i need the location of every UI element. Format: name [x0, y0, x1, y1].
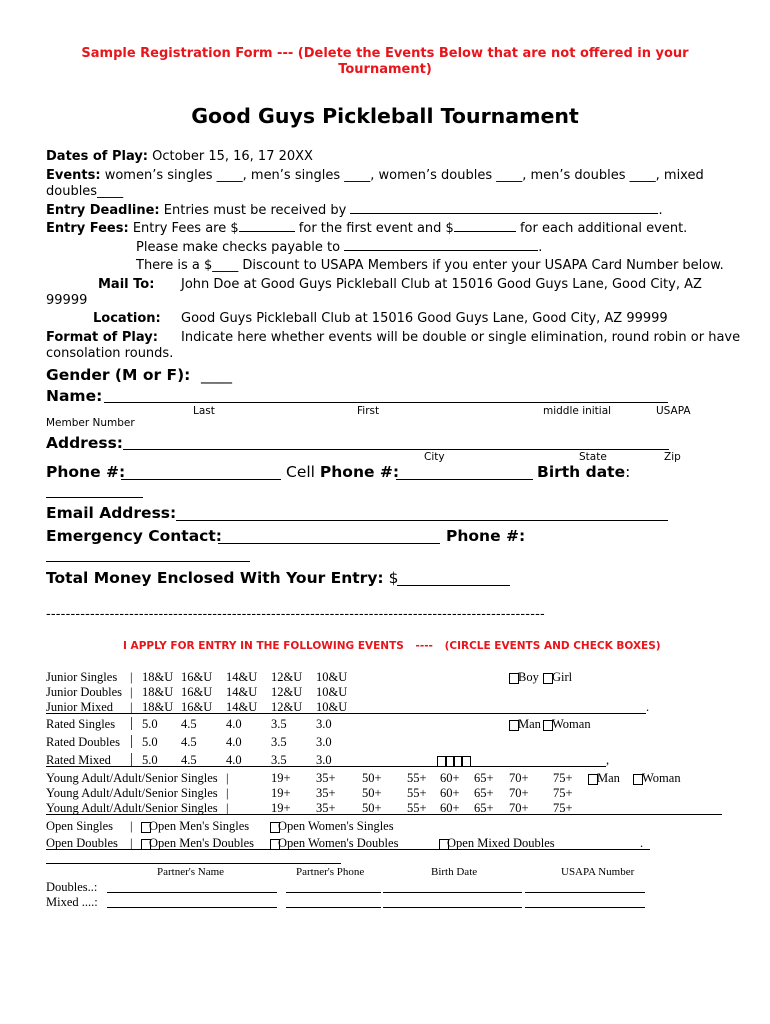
- ya_singles-option-4[interactable]: 60+: [440, 771, 460, 785]
- entry-fees: [46, 220, 687, 236]
- ya_singles-option-1[interactable]: 35+: [316, 771, 336, 785]
- partner-col-usapa: USAPA Number: [561, 866, 635, 878]
- dates-value: October 15, 16, 17 20XX: [152, 149, 313, 164]
- rated_doubles-pipe: |: [130, 733, 134, 749]
- junior_doubles-option-4[interactable]: 10&U: [316, 685, 348, 699]
- ya_doubles-label: Young Adult/Adult/Senior Singles: [46, 786, 218, 800]
- junior_singles-pipe: |: [130, 670, 133, 684]
- address-sub-city: City: [424, 451, 445, 463]
- doubles-partner-usapa[interactable]: [525, 892, 645, 893]
- location-value: Good Guys Pickleball Club at 15016 Good Guys Lane, Good City, AZ 99999: [181, 311, 668, 326]
- rated_doubles-option-2[interactable]: 4.0: [226, 735, 242, 749]
- cell-phone: [286, 463, 399, 481]
- cell-phone-field[interactable]: [396, 479, 533, 480]
- phone-field[interactable]: [121, 479, 281, 480]
- banner-line-1: Sample Registration Form --- (Delete the Events Below that are not offered in your: [81, 46, 689, 61]
- email-field[interactable]: [176, 520, 668, 521]
- dates-of-play: [46, 149, 313, 164]
- ya-man-label: Man: [597, 771, 620, 785]
- mail-label: Mail To:: [98, 277, 155, 292]
- junior_mixed-option-2[interactable]: 14&U: [226, 700, 258, 714]
- ya_doubles-option-3[interactable]: 55+: [407, 786, 427, 800]
- ya_doubles-option-5[interactable]: 65+: [474, 786, 494, 800]
- ya_doubles-option-7[interactable]: 75+: [553, 786, 573, 800]
- rated_mixed-option-0[interactable]: 5.0: [142, 753, 158, 767]
- junior_doubles-option-1[interactable]: 16&U: [181, 685, 213, 699]
- ya_singles-option-0[interactable]: 19+: [271, 771, 291, 785]
- open-mixed-doubles-label: Open Mixed Doubles: [447, 836, 555, 850]
- total-dollar: $: [388, 569, 399, 587]
- mixed-partner-name[interactable]: [107, 907, 277, 908]
- ya_singles-option-7[interactable]: 75+: [553, 771, 573, 785]
- open-mens-singles-label: Open Men's Singles: [149, 819, 250, 833]
- ya_singles-option-2[interactable]: 50+: [362, 771, 382, 785]
- ya_singles-pipe: |: [226, 771, 229, 785]
- apply-sep: ----: [415, 640, 433, 652]
- cell-label: Phone #:: [319, 463, 400, 481]
- mixed-partner-birth[interactable]: [383, 907, 522, 908]
- ya_doubles-option-2[interactable]: 50+: [362, 786, 382, 800]
- fees-label: Entry Fees:: [46, 221, 129, 236]
- ya_doubles-option-4[interactable]: 60+: [440, 786, 460, 800]
- address-sub-state: State: [579, 451, 607, 463]
- partner-col-birth: Birth Date: [431, 866, 478, 878]
- man-label: Man: [518, 717, 541, 731]
- rated_singles-option-4[interactable]: 3.0: [316, 717, 332, 731]
- mail-value: John Doe at Good Guys Pickleball Club at 15016 Good Guys Lane, Good City, AZ: [181, 277, 702, 292]
- deadline-blank[interactable]: [350, 202, 658, 214]
- birth-date: [537, 463, 630, 481]
- apply-circle: (CIRCLE EVENTS AND CHECK BOXES): [444, 640, 661, 652]
- rated-mixed-end: ,: [606, 753, 610, 767]
- open-womens-doubles-label: Open Women's Doubles: [278, 836, 399, 850]
- name-field[interactable]: [104, 402, 668, 403]
- total-money: [46, 569, 398, 587]
- junior_mixed-option-4[interactable]: 10&U: [316, 700, 348, 714]
- rated_singles-option-0[interactable]: 5.0: [142, 717, 158, 731]
- name-sub-usapa: USAPA: [656, 405, 691, 417]
- junior_singles-option-4[interactable]: 10&U: [316, 670, 348, 684]
- rated_mixed-pipe: |: [130, 751, 134, 767]
- total-field[interactable]: [397, 585, 510, 586]
- ya-woman-label: Woman: [642, 771, 681, 785]
- open-doubles-pipe: |: [130, 836, 133, 850]
- format-label: Format of Play:: [46, 330, 158, 345]
- events-line-2: doubles____: [46, 184, 124, 199]
- entry-deadline: [46, 202, 663, 218]
- ya_mixed-option-6[interactable]: 70+: [509, 801, 529, 815]
- ya_mixed-label: Young Adult/Adult/Senior Singles: [46, 801, 218, 815]
- rated_singles-pipe: |: [130, 715, 134, 731]
- open-singles-pipe: |: [130, 819, 133, 833]
- junior_mixed-option-1[interactable]: 16&U: [181, 700, 213, 714]
- apply-text: I APPLY FOR ENTRY IN THE FOLLOWING EVENTS: [123, 640, 404, 652]
- ya_mixed-option-1[interactable]: 35+: [316, 801, 336, 815]
- partner-col-name: Partner's Name: [157, 866, 225, 878]
- doubles-partner-phone[interactable]: [286, 892, 381, 893]
- rated_mixed-option-2[interactable]: 4.0: [226, 753, 242, 767]
- rated_mixed-label: Rated Mixed: [46, 753, 111, 767]
- open-doubles-end: .: [640, 836, 644, 850]
- ya-mixed-rule: [46, 814, 722, 815]
- fees-p3: for each additional event.: [519, 221, 688, 236]
- payable-line: [136, 239, 542, 255]
- ya_singles-label: Young Adult/Adult/Senior Singles: [46, 771, 218, 785]
- doubles-partner-birth[interactable]: [383, 892, 522, 893]
- fees-p2: for the first event and $: [298, 221, 454, 236]
- address-label: Address:: [46, 434, 123, 452]
- mail-cont: 99999: [46, 293, 88, 308]
- rated_doubles-option-3[interactable]: 3.5: [271, 735, 287, 749]
- partner-doubles-label: Doubles..:: [46, 880, 98, 894]
- junior_doubles-option-0[interactable]: 18&U: [142, 685, 174, 699]
- events-line-1: [46, 168, 704, 183]
- emergency-label: Emergency Contact:: [46, 527, 222, 545]
- birth-date-field[interactable]: [46, 497, 143, 498]
- total-label: Total Money Enclosed With Your Entry:: [46, 569, 384, 587]
- phone-label: Phone #:: [46, 463, 126, 481]
- junior-mixed-rule: [46, 713, 646, 714]
- discount-line: There is a $____ Discount to USAPA Members if you enter your USAPA Card Number below.: [136, 258, 724, 273]
- rated_mixed-option-1[interactable]: 4.5: [181, 753, 197, 767]
- ya_mixed-option-4[interactable]: 60+: [440, 801, 460, 815]
- ya_mixed-option-5[interactable]: 65+: [474, 801, 494, 815]
- rated_doubles-option-4[interactable]: 3.0: [316, 735, 332, 749]
- name-sub-last: Last: [193, 405, 215, 417]
- deadline-value: Entries must be received by: [163, 203, 347, 218]
- name-sub-member: Member Number: [46, 417, 135, 429]
- dates-label: Dates of Play:: [46, 149, 149, 164]
- ya_mixed-option-2[interactable]: 50+: [362, 801, 382, 815]
- girl-label: Girl: [552, 670, 573, 684]
- ya_mixed-pipe: |: [226, 801, 229, 815]
- address-sub-zip: Zip: [664, 451, 681, 463]
- junior_doubles-option-2[interactable]: 14&U: [226, 685, 258, 699]
- emergency-phone-field[interactable]: [46, 561, 250, 562]
- open-doubles-rule: [46, 849, 650, 850]
- mixed-partner-phone[interactable]: [286, 907, 381, 908]
- ya_doubles-option-0[interactable]: 19+: [271, 786, 291, 800]
- divider: ------------------------------------------------------------------------------------------------------: [46, 607, 545, 622]
- gender-blank[interactable]: ____: [201, 366, 232, 384]
- name-sub-first: First: [357, 405, 380, 417]
- deadline-label: Entry Deadline:: [46, 203, 160, 218]
- gender-label: Gender (M or F):: [46, 366, 191, 384]
- name-sub-middle: middle initial: [543, 405, 612, 417]
- junior_singles-option-1[interactable]: 16&U: [181, 670, 213, 684]
- ya_mixed-option-3[interactable]: 55+: [407, 801, 427, 815]
- open-mens-doubles-label: Open Men's Doubles: [149, 836, 255, 850]
- ya_doubles-option-1[interactable]: 35+: [316, 786, 336, 800]
- rated_doubles-option-0[interactable]: 5.0: [142, 735, 158, 749]
- location-label: Location:: [93, 311, 161, 326]
- rated_doubles-option-1[interactable]: 4.5: [181, 735, 197, 749]
- junior_singles-label: Junior Singles: [46, 670, 118, 684]
- emergency-phone-label: Phone #:: [446, 527, 526, 545]
- junior_doubles-option-3[interactable]: 12&U: [271, 685, 303, 699]
- partner-col-phone: Partner's Phone: [296, 866, 365, 878]
- name-label: Name:: [46, 387, 103, 405]
- boy-label: Boy: [518, 670, 539, 684]
- junior_singles-option-3[interactable]: 12&U: [271, 670, 303, 684]
- address-field[interactable]: [123, 449, 669, 450]
- partner-mixed-label: Mixed ....:: [46, 895, 98, 909]
- page-title: Good Guys Pickleball Tournament: [191, 104, 579, 128]
- junior_mixed-option-0[interactable]: 18&U: [142, 700, 174, 714]
- events-text: women’s singles ____, men’s singles ____, women’s doubles ____, men’s doubles ____, mixed: [104, 168, 704, 183]
- junior_mixed-pipe: |: [130, 700, 133, 714]
- cell-prefix: Cell: [286, 463, 320, 481]
- rated_mixed-option-4[interactable]: 3.0: [316, 753, 332, 767]
- fees-p1: Entry Fees are $: [132, 221, 239, 236]
- rated-mixed-rule: [46, 766, 606, 767]
- woman-label: Woman: [552, 717, 591, 731]
- open-womens-singles-label: Open Women's Singles: [278, 819, 394, 833]
- ya_singles-option-5[interactable]: 65+: [474, 771, 494, 785]
- rated_singles-option-2[interactable]: 4.0: [226, 717, 242, 731]
- payable-blank[interactable]: [344, 239, 538, 251]
- partner-top-rule: [46, 863, 341, 864]
- format-value: Indicate here whether events will be double or single elimination, round robin or have: [181, 330, 741, 345]
- ya_singles-option-6[interactable]: 70+: [509, 771, 529, 785]
- junior_mixed-option-3[interactable]: 12&U: [271, 700, 303, 714]
- ya_doubles-pipe: |: [226, 786, 229, 800]
- doubles-partner-name[interactable]: [107, 892, 277, 893]
- additional-event-fee-blank[interactable]: [454, 220, 516, 232]
- rated_doubles-label: Rated Doubles: [46, 735, 120, 749]
- apply-header: [123, 640, 661, 652]
- junior_singles-option-2[interactable]: 14&U: [226, 670, 258, 684]
- birth-label: Birth date: [537, 463, 626, 481]
- junior-mixed-end: .: [646, 700, 650, 714]
- payable-text: Please make checks payable to: [136, 240, 341, 255]
- deadline-end: .: [658, 203, 663, 218]
- open-singles-label: Open Singles: [46, 819, 114, 833]
- emergency-contact-field[interactable]: [218, 543, 440, 544]
- rated_singles-label: Rated Singles: [46, 717, 116, 731]
- first-event-fee-blank[interactable]: [239, 220, 295, 232]
- junior_mixed-label: Junior Mixed: [46, 700, 114, 714]
- format-cont: consolation rounds.: [46, 346, 174, 361]
- ya_mixed-option-0[interactable]: 19+: [271, 801, 291, 815]
- rated_singles-option-1[interactable]: 4.5: [181, 717, 197, 731]
- mixed-partner-usapa[interactable]: [525, 907, 645, 908]
- ya_mixed-option-7[interactable]: 75+: [553, 801, 573, 815]
- junior_doubles-label: Junior Doubles: [46, 685, 123, 699]
- open-doubles-label: Open Doubles: [46, 836, 118, 850]
- payable-end: .: [538, 240, 543, 255]
- rated_singles-option-3[interactable]: 3.5: [271, 717, 287, 731]
- ya_doubles-option-6[interactable]: 70+: [509, 786, 529, 800]
- junior_singles-option-0[interactable]: 18&U: [142, 670, 174, 684]
- rated_mixed-option-3[interactable]: 3.5: [271, 753, 287, 767]
- birth-colon: :: [625, 463, 631, 481]
- ya_singles-option-3[interactable]: 55+: [407, 771, 427, 785]
- email-label: Email Address:: [46, 504, 177, 522]
- banner-line-2: Tournament): [338, 62, 432, 77]
- events-label: Events:: [46, 168, 101, 183]
- junior_doubles-pipe: |: [130, 685, 133, 699]
